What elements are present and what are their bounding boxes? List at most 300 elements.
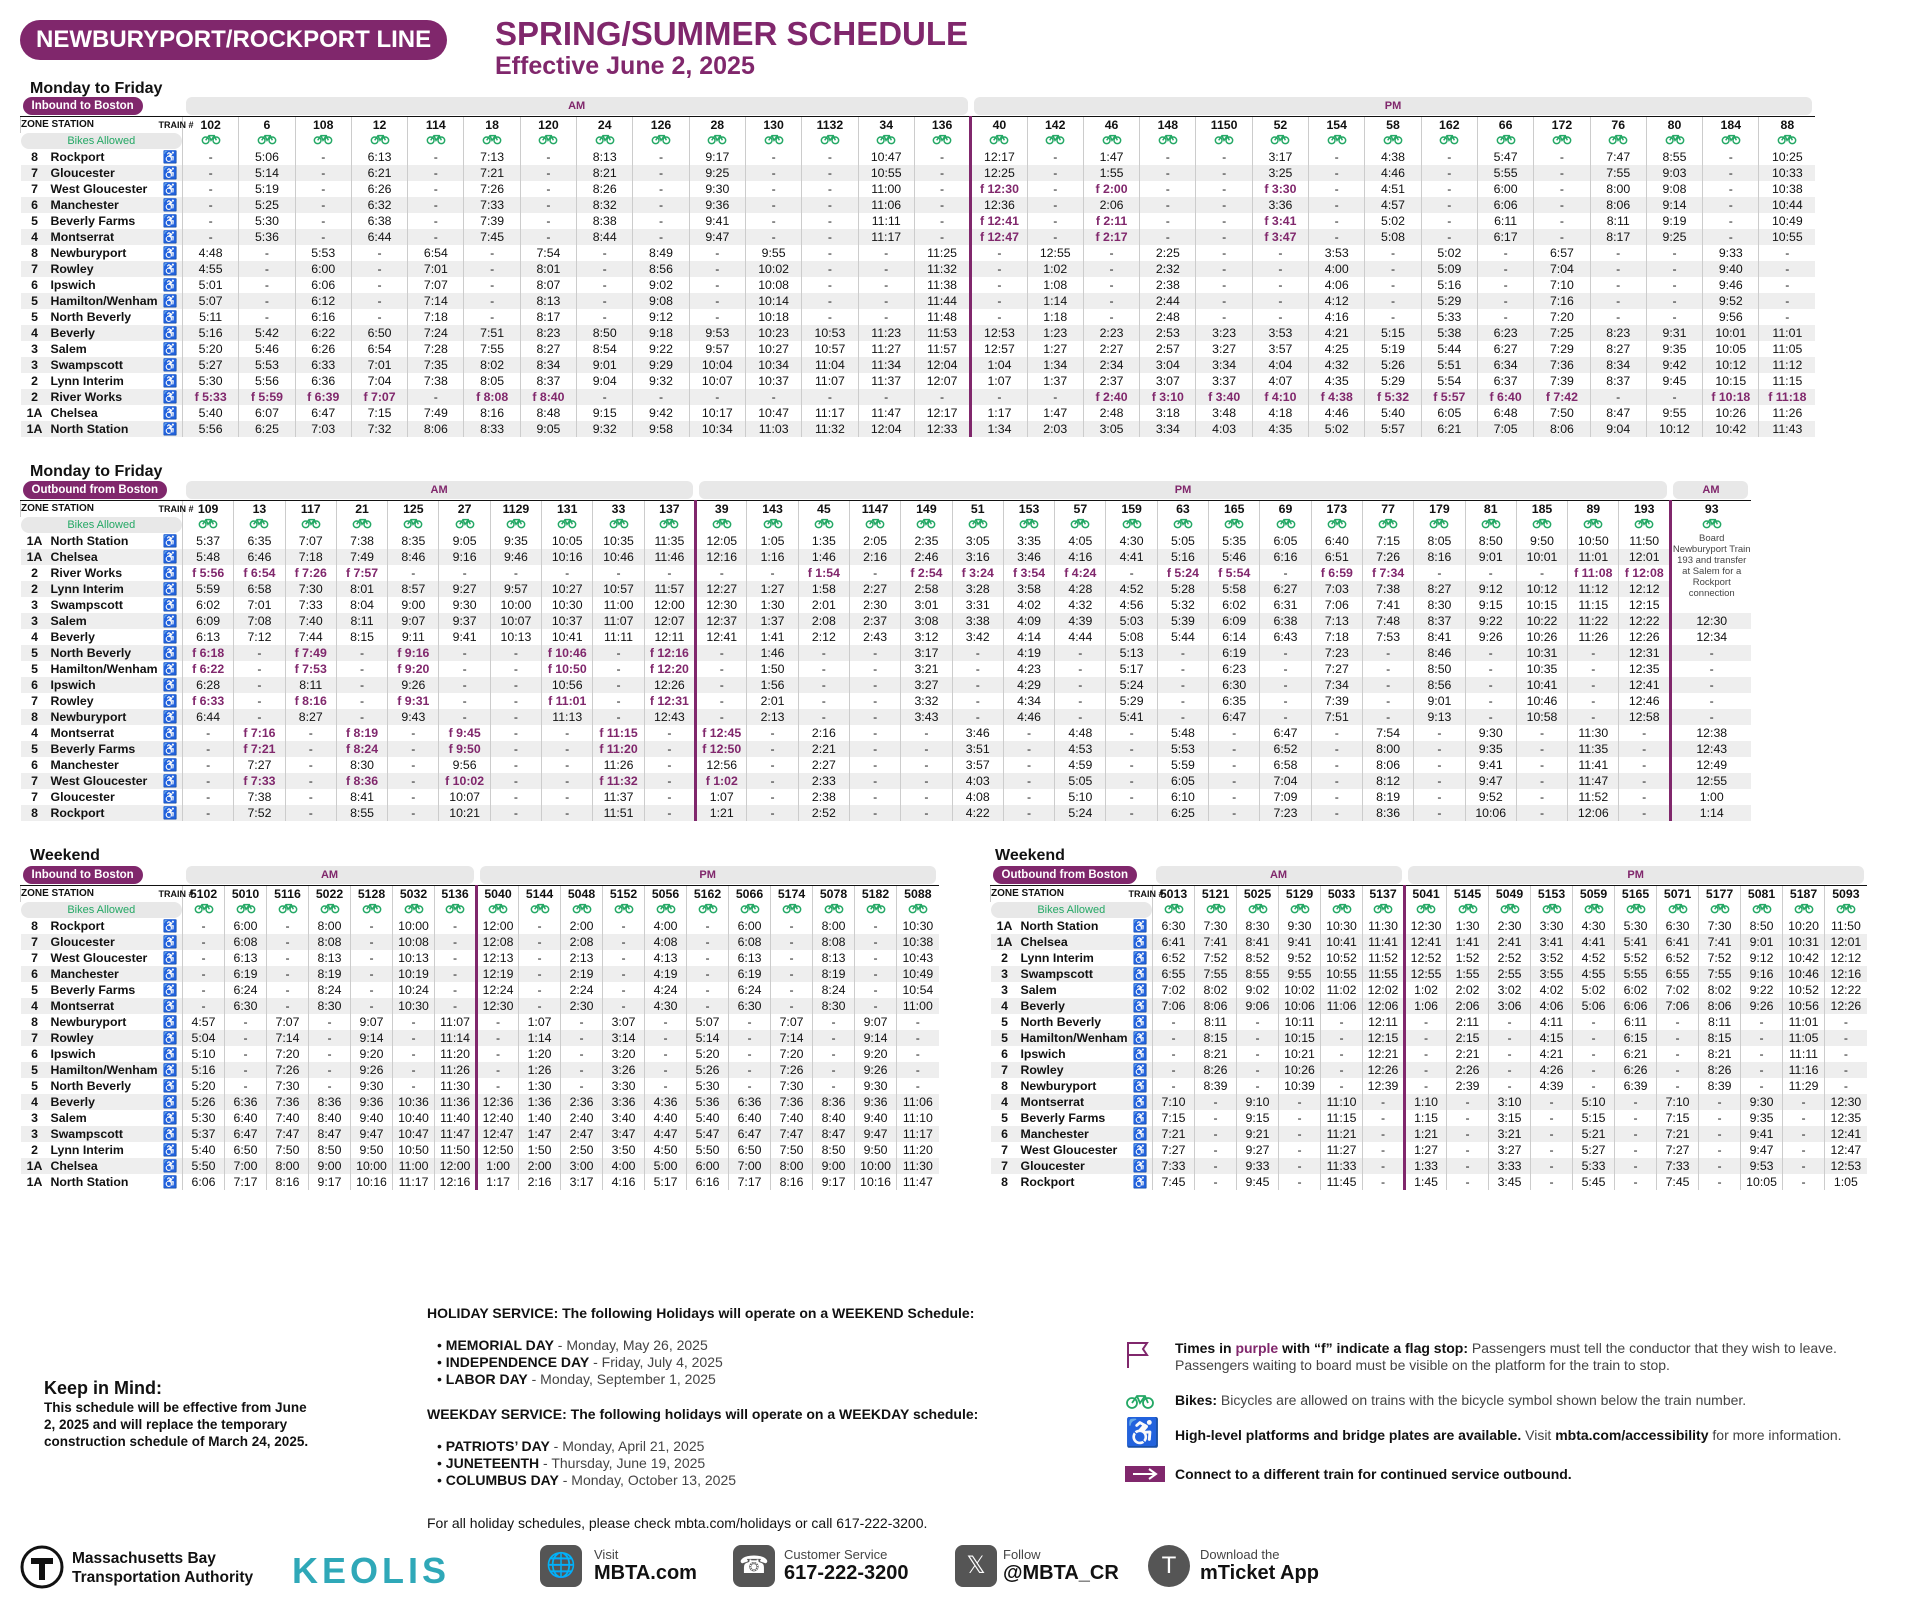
bike-icon: [1500, 902, 1520, 914]
departure-time: -: [747, 565, 798, 581]
wheelchair-icon: ♿: [159, 966, 183, 982]
departure-time: 5:37: [183, 533, 234, 549]
bike-icon: [763, 517, 783, 529]
departure-time: f 8:24: [336, 741, 387, 757]
train-number: 81: [1465, 500, 1516, 517]
station-name: Lynn Interim: [49, 581, 159, 597]
departure-time: 7:07: [408, 277, 464, 293]
departure-time: 9:08: [1646, 181, 1702, 197]
departure-time: 4:46: [1003, 709, 1054, 725]
departure-time: 12:13: [477, 950, 519, 966]
departure-time: 6:17: [1477, 229, 1533, 245]
departure-time: f 5:59: [239, 389, 295, 405]
departure-time: 8:16: [1414, 549, 1465, 565]
train-number: 5102: [183, 885, 225, 902]
phone-icon[interactable]: ☎: [733, 1545, 775, 1587]
departure-time: 9:37: [439, 613, 490, 629]
train-number: 5165: [1615, 885, 1657, 902]
departure-time: -: [855, 934, 897, 950]
station-name: Montserrat: [49, 229, 159, 245]
station-name: Montserrat: [1019, 1094, 1129, 1110]
train-number: 5137: [1363, 885, 1405, 902]
departure-time: 10:20: [1783, 918, 1825, 934]
train-number: 5025: [1237, 885, 1279, 902]
train-93-note: [1670, 533, 1751, 613]
departure-time: 4:23: [1003, 661, 1054, 677]
station-row: [21, 325, 1816, 341]
departure-time: f 12:08: [1619, 565, 1671, 581]
departure-time: 7:55: [464, 341, 520, 357]
departure-time: -: [1209, 725, 1260, 741]
station-name: Chelsea: [49, 549, 159, 565]
departure-time: 6:06: [1615, 998, 1657, 1014]
departure-time: 10:47: [745, 405, 801, 421]
departure-time: -: [689, 309, 745, 325]
zone: 4: [991, 998, 1019, 1014]
departure-time: -: [464, 277, 520, 293]
departure-time: 3:35: [1003, 533, 1054, 549]
departure-time: 8:11: [1699, 1014, 1741, 1030]
accessibility-link[interactable]: mbta.com/accessibility: [1555, 1427, 1709, 1443]
departure-time: 1:46: [747, 645, 798, 661]
departure-time: 7:38: [234, 789, 285, 805]
bike-icon: [198, 517, 218, 529]
departure-time: 9:40: [351, 1110, 393, 1126]
departure-time: -: [183, 741, 234, 757]
wheelchair-icon: ♿: [162, 310, 178, 324]
wheelchair-icon: ♿: [1129, 998, 1153, 1014]
train-number: 5056: [645, 885, 687, 902]
departure-time: 3:57: [952, 757, 1003, 773]
holiday-item: • MEMORIAL DAY - Monday, May 26, 2025: [437, 1337, 708, 1353]
departure-time: 11:51: [593, 805, 644, 821]
departure-time: 8:15: [1699, 1030, 1741, 1046]
keep-title: Keep in Mind:: [44, 1378, 162, 1398]
station-name: Swampscott: [1019, 966, 1129, 982]
departure-time: 8:02: [1699, 982, 1741, 998]
departure-time: -: [393, 1062, 435, 1078]
departure-time: 3:32: [901, 693, 952, 709]
departure-time: -: [1414, 789, 1465, 805]
departure-time: 6:48: [1477, 405, 1533, 421]
bike-icon: [1373, 902, 1393, 914]
departure-time: -: [1209, 773, 1260, 789]
departure-time: -: [393, 1078, 435, 1094]
departure-time: 5:01: [183, 277, 239, 293]
departure-time: 5:26: [1365, 357, 1421, 373]
zone: 6: [31, 758, 38, 772]
departure-time: 11:47: [435, 1126, 477, 1142]
zone: 5: [21, 293, 49, 309]
departure-time: 7:30: [1195, 918, 1237, 934]
departure-time: 1:05: [1825, 1174, 1867, 1190]
departure-time: 7:23: [1311, 645, 1362, 661]
departure-time: 9:57: [490, 581, 541, 597]
departure-time: 8:26: [1195, 1062, 1237, 1078]
bike-icon: [1584, 902, 1604, 914]
departure-time: 7:03: [1311, 581, 1362, 597]
departure-time: 3:15: [1489, 1110, 1531, 1126]
bike-icon: [814, 517, 834, 529]
departure-time: 8:24: [813, 982, 855, 998]
departure-time: -: [1363, 1142, 1405, 1158]
bike-icon: [404, 902, 424, 914]
departure-time: 3:30: [603, 1078, 645, 1094]
departure-time: -: [393, 1014, 435, 1030]
departure-time: 7:04: [1260, 773, 1311, 789]
departure-time: 8:17: [520, 309, 576, 325]
departure-time: 12:36: [971, 197, 1027, 213]
departure-time: 5:36: [687, 1094, 729, 1110]
departure-time: 9:01: [1414, 693, 1465, 709]
effective-date: Effective June 2, 2025: [495, 52, 755, 80]
departure-time: 12:02: [1363, 982, 1405, 998]
departure-time: -: [477, 1046, 519, 1062]
departure-time: -: [745, 213, 801, 229]
departure-time: 1:50: [747, 661, 798, 677]
departure-time: -: [850, 709, 901, 725]
station-row: [21, 565, 1752, 581]
departure-time: 6:13: [225, 950, 267, 966]
station-row: [21, 1110, 939, 1126]
departure-time: -: [813, 1030, 855, 1046]
x-twitter-icon[interactable]: 𝕏: [955, 1545, 997, 1587]
departure-time: 9:47: [689, 229, 745, 245]
departure-time: 4:41: [1106, 549, 1157, 565]
departure-time: 4:55: [183, 261, 239, 277]
departure-time: 5:29: [1106, 693, 1157, 709]
departure-time: 6:40: [1311, 533, 1362, 549]
departure-time: 6:23: [1209, 661, 1260, 677]
departure-time: 11:44: [914, 293, 970, 309]
departure-time: 8:00: [771, 1158, 813, 1174]
departure-time: 11:17: [802, 405, 858, 421]
departure-time: 11:33: [1321, 1158, 1363, 1174]
departure-time: f 7:42: [1534, 389, 1590, 405]
departure-time: -: [1414, 565, 1465, 581]
bikes-allowed-label: Bikes Allowed: [991, 902, 1153, 918]
departure-time: 6:38: [351, 213, 407, 229]
departure-time: -: [542, 773, 593, 789]
departure-time: -: [490, 789, 541, 805]
departure-time: -: [1311, 805, 1362, 821]
departure-time: 4:55: [1573, 966, 1615, 982]
station-row: [991, 1030, 1867, 1046]
departure-time: 9:07: [351, 1014, 393, 1030]
station-name: Rowley: [49, 261, 159, 277]
departure-time: -: [542, 789, 593, 805]
departure-time: f 5:32: [1365, 389, 1421, 405]
departure-time: 12:26: [1825, 998, 1867, 1014]
departure-time: 4:38: [1365, 149, 1421, 165]
departure-time: -: [633, 389, 689, 405]
train-number: 102: [183, 116, 239, 133]
departure-time: -: [1421, 213, 1477, 229]
departure-time: 6:07: [239, 405, 295, 421]
departure-time: 8:16: [771, 1174, 813, 1190]
departure-time: 4:13: [645, 950, 687, 966]
train-number: 154: [1309, 116, 1365, 133]
departure-time: 11:41: [1363, 934, 1405, 950]
departure-time: -: [464, 261, 520, 277]
departure-time: 10:18: [745, 309, 801, 325]
station-row: [991, 1078, 1867, 1094]
bike-icon: [1332, 902, 1352, 914]
departure-time: 10:00: [393, 918, 435, 934]
zone: 6: [21, 677, 49, 693]
train-number: 80: [1646, 116, 1702, 133]
departure-time: -: [439, 709, 490, 725]
departure-time: 11:07: [802, 373, 858, 389]
departure-time: 1:45: [1405, 1174, 1447, 1190]
departure-time: -: [1703, 181, 1759, 197]
departure-time: -: [901, 773, 952, 789]
departure-time: 6:32: [351, 197, 407, 213]
departure-time: 11:20: [897, 1142, 939, 1158]
station-row: [21, 405, 1816, 421]
departure-time: 6:58: [234, 581, 285, 597]
departure-time: -: [1590, 245, 1646, 261]
departure-time: 10:00: [351, 1158, 393, 1174]
train-number: 5129: [1279, 885, 1321, 902]
departure-time: 9:47: [855, 1126, 897, 1142]
departure-time: 7:10: [1657, 1094, 1699, 1110]
holiday-weekday-lead: WEEKDAY SERVICE: [427, 1406, 563, 1422]
departure-time: -: [295, 197, 351, 213]
departure-time: -: [519, 982, 561, 998]
departure-time: 9:14: [1646, 197, 1702, 213]
bike-icon: [1608, 133, 1628, 145]
departure-time: 10:37: [745, 373, 801, 389]
wheelchair-icon: ♿: [1129, 1030, 1153, 1046]
train-number: 39: [696, 500, 747, 517]
departure-time: -: [1311, 773, 1362, 789]
departure-time: -: [1196, 181, 1252, 197]
departure-time: 11:25: [914, 245, 970, 261]
departure-time: 9:35: [1465, 741, 1516, 757]
departure-time: 9:45: [1237, 1174, 1279, 1190]
departure-time: -: [687, 998, 729, 1014]
departure-time: 1:27: [747, 581, 798, 597]
departure-time: 6:52: [1260, 741, 1311, 757]
departure-time: f 3:47: [1252, 229, 1308, 245]
departure-time: 9:20: [855, 1046, 897, 1062]
departure-time: 2:01: [747, 693, 798, 709]
departure-time: -: [1477, 277, 1533, 293]
departure-time: 1:50: [519, 1142, 561, 1158]
departure-time: 2:48: [1140, 309, 1196, 325]
station-name: Newburyport: [49, 709, 159, 725]
departure-time: f 10:02: [439, 773, 490, 789]
zone: 5: [21, 741, 49, 757]
departure-time: 2:52: [798, 805, 849, 821]
station-row: [21, 581, 1752, 597]
departure-time: 7:26: [267, 1062, 309, 1078]
departure-time: -: [183, 918, 225, 934]
departure-time: 5:26: [687, 1062, 729, 1078]
mticket-icon[interactable]: T: [1148, 1545, 1190, 1587]
departure-time: 10:43: [897, 950, 939, 966]
zone: 4: [21, 998, 49, 1014]
departure-time: -: [225, 1078, 267, 1094]
bike-icon: [698, 902, 718, 914]
departure-time: -: [285, 805, 336, 821]
departure-time: 2:16: [798, 725, 849, 741]
departure-time: 5:55: [1477, 165, 1533, 181]
departure-time: -: [1414, 741, 1465, 757]
departure-time: 1:36: [519, 1094, 561, 1110]
globe-icon[interactable]: 🌐: [540, 1545, 582, 1587]
departure-time: 7:39: [1311, 693, 1362, 709]
departure-time: -: [1196, 277, 1252, 293]
departure-time: 2:19: [561, 966, 603, 982]
station-name: Manchester: [50, 758, 119, 772]
departure-time: 10:01: [1516, 549, 1567, 565]
departure-time: 9:01: [1465, 549, 1516, 565]
departure-time: 6:02: [1209, 597, 1260, 613]
departure-time: -: [1003, 725, 1054, 741]
station-name: Gloucester: [49, 934, 159, 950]
departure-time: 7:01: [351, 357, 407, 373]
departure-time: 9:52: [1465, 789, 1516, 805]
departure-time: 3:53: [1252, 325, 1308, 341]
departure-time: -: [645, 1078, 687, 1094]
departure-time: 10:38: [1759, 181, 1815, 197]
departure-time: 3:21: [901, 661, 952, 677]
departure-time: 12:39: [1363, 1078, 1405, 1094]
departure-time: 9:00: [309, 1158, 351, 1174]
departure-time: 9:46: [490, 549, 541, 565]
departure-time: -: [1003, 741, 1054, 757]
departure-time: 3:20: [603, 1046, 645, 1062]
departure-time: 2:33: [798, 773, 849, 789]
customer-service-link[interactable]: Customer Service 617-222-3200: [784, 1547, 909, 1584]
departure-time: 6:30: [225, 998, 267, 1014]
departure-time: 9:43: [388, 709, 439, 725]
departure-time: 7:07: [267, 1014, 309, 1030]
departure-time: 6:27: [1477, 341, 1533, 357]
departure-time: -: [351, 293, 407, 309]
departure-time: -: [1590, 309, 1646, 325]
departure-time: 12:52: [1405, 950, 1447, 966]
wheelchair-icon: ♿: [159, 998, 183, 1014]
zone: 7: [31, 790, 38, 804]
follow-link[interactable]: Follow @MBTA_CR: [1003, 1547, 1119, 1584]
departure-time: -: [1783, 1110, 1825, 1126]
departure-time: -: [1157, 677, 1208, 693]
departure-time: 2:00: [519, 1158, 561, 1174]
departure-time: 10:27: [542, 581, 593, 597]
departure-time: 10:47: [393, 1126, 435, 1142]
departure-time: 8:36: [309, 1094, 351, 1110]
visit-link[interactable]: Visit MBTA.com: [594, 1547, 697, 1584]
departure-time: 6:13: [729, 950, 771, 966]
station-name: Lynn Interim: [50, 1143, 124, 1157]
departure-time: 8:05: [464, 373, 520, 389]
bike-icon: [1224, 517, 1244, 529]
departure-time: 9:30: [689, 181, 745, 197]
departure-time: 9:50: [855, 1142, 897, 1158]
station-name: West Gloucester: [1020, 1143, 1118, 1157]
departure-time: 10:38: [897, 934, 939, 950]
departure-time: 3:27: [901, 677, 952, 693]
departure-time: -: [1083, 245, 1139, 261]
departure-time: 6:02: [1615, 982, 1657, 998]
departure-time: 3:18: [1140, 405, 1196, 421]
departure-time: 5:16: [1157, 549, 1208, 565]
departure-time: 4:52: [1106, 581, 1157, 597]
keolis-logo: KEOLIS: [292, 1550, 451, 1591]
departure-time: f 12:31: [644, 693, 695, 709]
departure-time: 8:30: [1414, 597, 1465, 613]
departure-time: 11:41: [1568, 757, 1619, 773]
station-row: [21, 1094, 939, 1110]
zone: 4: [31, 630, 38, 644]
departure-time: 7:47: [1590, 149, 1646, 165]
departure-time: -: [858, 293, 914, 309]
departure-time: -: [1209, 757, 1260, 773]
departure-time: 5:16: [183, 325, 239, 341]
station-row: [21, 245, 1816, 261]
departure-time: 8:50: [1741, 918, 1783, 934]
train-number: 5032: [393, 885, 435, 902]
mticket-link[interactable]: Download the mTicket App: [1200, 1547, 1319, 1584]
departure-time: 10:35: [1516, 661, 1567, 677]
train-number: 58: [1365, 116, 1421, 133]
departure-time: 10:52: [1783, 982, 1825, 998]
holiday-item: • INDEPENDENCE DAY - Friday, July 4, 2025: [437, 1354, 723, 1370]
departure-time: 3:26: [603, 1062, 645, 1078]
departure-time: -: [771, 950, 813, 966]
wheelchair-icon: ♿: [159, 325, 183, 341]
zone: 1A: [26, 534, 43, 548]
train-num-label: TRAIN #: [158, 503, 194, 514]
departure-time: 1:14: [519, 1030, 561, 1046]
station-name: Chelsea: [49, 1158, 159, 1174]
departure-time: -: [802, 293, 858, 309]
departure-time: -: [1703, 213, 1759, 229]
departure-time: 11:02: [1321, 982, 1363, 998]
departure-time: -: [520, 197, 576, 213]
departure-time: -: [914, 181, 970, 197]
departure-time: -: [1363, 1094, 1405, 1110]
departure-time: 8:06: [1699, 998, 1741, 1014]
departure-time: 11:06: [858, 197, 914, 213]
station-name: Beverly: [1019, 998, 1129, 1014]
departure-time: -: [1153, 1046, 1195, 1062]
station-row: [21, 1046, 939, 1062]
departure-time: 1:23: [1027, 325, 1083, 341]
departure-time: -: [696, 661, 747, 677]
departure-time: 4:35: [1309, 373, 1365, 389]
departure-time: 3:55: [1531, 966, 1573, 982]
departure-time: -: [633, 229, 689, 245]
wheelchair-icon: ♿: [162, 278, 178, 292]
station-name: Rockport: [1020, 1175, 1075, 1189]
departure-time: -: [850, 645, 901, 661]
departure-time: -: [1590, 389, 1646, 405]
departure-time: -: [1741, 1046, 1783, 1062]
departure-time: -: [1003, 805, 1054, 821]
departure-time: 10:27: [745, 341, 801, 357]
departure-time: -: [351, 950, 393, 966]
departure-time: 4:50: [645, 1142, 687, 1158]
departure-time: 7:02: [1153, 982, 1195, 998]
departure-time: 9:33: [1703, 245, 1759, 261]
departure-time: -: [1489, 1078, 1531, 1094]
departure-time: 8:50: [577, 325, 633, 341]
departure-time: 2:30: [561, 998, 603, 1014]
